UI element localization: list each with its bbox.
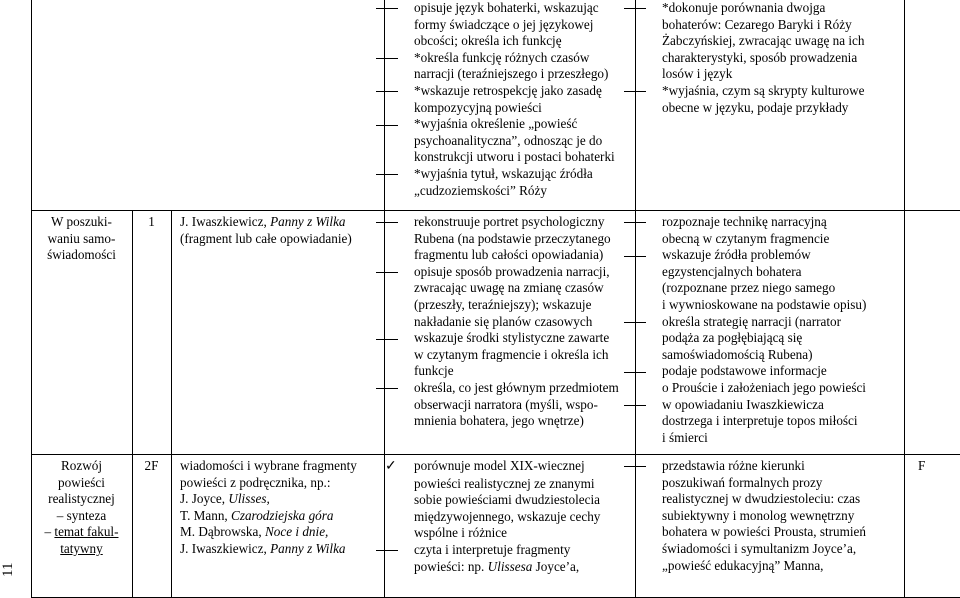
dash-bullet-icon [376,339,398,340]
list-item-text: *dokonuje porównania dwojga [662,0,826,15]
list-item-continuation [662,50,902,67]
dash-bullet-icon [376,8,398,9]
list-item-text: samoświadomością Rubena) [662,346,813,362]
reading-title: Ulisses, [228,491,270,507]
list-item-text: nakładanie się planów czasowych [414,313,593,329]
list-item-text: kompozycyjną powieści [414,99,542,115]
list-item-text: opisuje sposób prowadzenia narracji, [414,263,610,279]
row1-topic-line: W poszuki- [51,214,112,229]
dash-bullet-icon [624,322,646,323]
list-item-continuation [414,133,632,150]
dash-bullet-icon [624,91,646,92]
list-item-text: świadomości i symultanizm Joyce’a, [662,540,857,556]
reading-text: J. Iwaszkiewicz, [180,540,271,556]
list-item-text: „cudzoziemskości” Róży [414,182,547,198]
list-item-text: Rubena (na podstawie przeczytanego [414,230,611,246]
list-item [414,380,632,397]
list-item-continuation [414,492,632,509]
row1-topic-line: świadomości [47,247,116,263]
table-divider-4 [635,0,636,598]
list-item-text: podaje podstawowe informacje [662,363,827,379]
list-item-continuation [662,491,902,508]
row1-readings [180,214,384,247]
list-item [662,458,902,475]
list-item-continuation [414,149,632,166]
list-item-text: zwracając uwagę na zmianę czasów [414,280,604,296]
row2-hours: 2F [144,458,159,473]
list-item-text: formy świadczące o jej językowej [414,16,594,32]
reading-line [180,458,384,475]
list-item-text: rekonstruuje portret psychologiczny [414,214,605,229]
row2-requirements-basic [385,458,632,575]
list-item-continuation [662,330,902,347]
list-item-continuation [662,264,902,281]
list-item-text: *wyjaśnia tytuł, wskazując źródła [414,165,593,181]
list-item-continuation [414,314,632,331]
list-item-continuation [662,524,902,541]
list-item-continuation [662,541,902,558]
reading-text: wiadomości i wybrane fragmenty [180,458,357,473]
dash-bullet-icon [624,405,646,406]
row2-topic-synteza: synteza [66,507,107,523]
list-item [414,542,632,559]
reading-line [180,231,384,248]
list-item-text: konstrukcji utworu i postaci bohaterki [414,149,615,165]
list-item-text: powieści realistycznej ze znanymi [414,475,595,491]
list-item-continuation [662,430,902,447]
list-item-text: funkcje [414,363,454,379]
row2-topic-dash-line: – synteza [56,507,107,523]
list-item [662,247,902,264]
list-item [662,83,902,100]
list-item-continuation [414,363,632,380]
dash-bullet-icon [624,466,646,467]
dash-bullet-icon [624,256,646,257]
row2-topic-optional: temat fakul- [54,524,119,540]
row2-level: F [918,458,926,473]
list-item-continuation [662,347,902,364]
list-item-continuation [662,100,902,117]
list-item-text: opisuje język bohaterki, wskazując [414,0,599,15]
list-item-continuation [662,413,902,430]
reading-line [180,214,384,231]
dash-bullet-icon [376,388,398,389]
reading-text: M. Dąbrowska, [180,524,265,540]
list-item-continuation [414,525,632,542]
reading-line [180,491,384,508]
list-item-text: realistycznej w dwudziestoleciu: czas [662,491,861,507]
list-item-continuation [414,231,632,248]
list-item-continuation [414,247,632,264]
list-item-continuation [662,475,902,492]
list-item-continuation [414,559,632,576]
row1-topic-line: waniu samo- [47,230,116,246]
list-item-text: Żabczyńskiej, zwracając uwagę na ich [662,33,865,49]
list-item-text: w opowiadaniu Iwaszkiewicza [662,396,824,412]
checkmark-icon: ✓ [385,459,397,474]
list-item-continuation [662,297,902,314]
list-item [414,50,632,67]
list-item-text: fragmentu lub całości opowiadania) [414,247,604,263]
row1-hours: 1 [148,214,155,229]
list-item-text: i śmierci [662,429,708,445]
reading-text: J. Joyce, [180,491,229,507]
list-item-continuation [414,413,632,430]
list-item [414,264,632,281]
list-item-text: sobie powieściami dwudziestolecia [414,492,601,508]
list-item [662,314,902,331]
list-item-continuation [662,66,902,83]
reading-text: T. Mann, [180,507,232,523]
row2-topic-line: Rozwój [60,458,103,473]
list-item-text: wskazuje środki stylistyczne zawarte [414,330,610,346]
list-item-continuation [414,183,632,200]
list-item-text: wskazuje źródła problemów [662,247,811,263]
list-item-text: „powieść edukacyjną” Manna, [662,557,824,573]
list-item-text: obecną w czytanym fragmencie [662,230,830,246]
list-item-text: rozpoznaje technikę narracyjną [662,214,827,229]
list-item-continuation [414,66,632,83]
list-item-text: bohaterów: Cezarego Baryki i Róży [662,16,852,32]
list-item [414,330,632,347]
list-item-text: wspólne i różnice [414,525,508,541]
list-item-text: obcości; określa ich funkcję [414,33,562,49]
list-item-continuation [662,558,902,575]
reading-title: Noce i dnie, [264,524,329,540]
list-item-continuation [662,380,902,397]
list-item-continuation [662,280,902,297]
dash-bullet-icon [376,272,398,273]
list-item-text: (rozpoznane przez niego samego [662,280,836,296]
list-item-text: obecne w języku, podaje przykłady [662,99,849,115]
list-item-continuation [414,509,632,526]
list-item-text: porównuje model XIX-wiecznej [414,458,585,473]
reading-title: Czarodziejska góra [231,507,334,523]
top-row-requirements-basic [414,0,632,199]
list-item [414,166,632,183]
list-item-text: dostrzega i interpretuje topos miłości [662,413,858,429]
row2-requirements-extended [662,458,902,574]
list-item-continuation [414,347,632,364]
list-item [662,214,902,231]
list-item-text: określa strategię narracji (narrator [662,313,842,329]
reading-title: Panny z Wilka [270,214,346,229]
row2-topic-optional-cont: tatywny [60,540,103,556]
list-item [662,363,902,380]
dash-bullet-icon [376,58,398,59]
list-item [414,83,632,100]
list-item-text: *określa funkcję różnych czasów [414,49,590,65]
table-row-border-1 [31,210,960,211]
list-item-text: psychoanalityczna”, odnosząc je do [414,132,603,148]
list-item-continuation [662,17,902,34]
list-item-continuation [414,33,632,50]
table-divider-5 [904,0,905,598]
list-item-text: (przeszły, teraźniejszy); wskazuje [414,296,592,312]
list-item-text: *wskazuje retrospekcję jako zasadę [414,82,602,98]
reading-text: (fragment lub całe opowiadanie) [180,230,352,246]
table-divider-1 [132,210,133,598]
dash-bullet-icon [376,222,398,223]
reading-line [180,508,384,525]
list-item-text: podąża za pogłębiającą się [662,330,803,346]
list-item-text: poszukiwań formalnych prozy [662,474,823,490]
list-item [662,397,902,414]
list-item-continuation [662,33,902,50]
dash-bullet-icon [376,174,398,175]
row1-requirements-basic [414,214,632,430]
list-item [414,116,632,133]
reading-text: J. Iwaszkiewicz, [180,214,271,229]
list-item [414,0,632,17]
table-row-border-2 [31,454,960,455]
list-item-text: mnienia bohatera, jego wnętrze) [414,413,584,429]
list-item-text: losów i język [662,66,733,82]
list-item-continuation [414,397,632,414]
dash-bullet-icon [624,222,646,223]
list-item-text: międzywojennego, wskazuje cechy [414,508,601,524]
list-item [385,458,632,476]
list-item-text: o Prouście i założeniach jego powieści [662,379,866,395]
list-item-text: określa, co jest głównym przedmiotem [414,379,619,395]
list-item [662,0,902,17]
reading-text: powieści z podręcznika, np.: [180,474,331,490]
reading-line [180,475,384,492]
list-item-text: w czytanym fragmencie i określa ich [414,346,609,362]
list-item-text: i wywnioskowane na podstawie opisu) [662,296,867,312]
list-item-text: bohatera w powieści Prousta, strumień [662,524,866,540]
reading-line [180,541,384,558]
list-item-text: przedstawia różne kierunki [662,458,805,473]
row2-topic-dash-line: – temat fakul- [44,524,119,540]
list-item-continuation [414,297,632,314]
list-item-text-tail: Joyce’a, [532,558,580,574]
list-item-text: czyta i interpretuje fragmenty [414,541,571,557]
row1-requirements-extended [662,214,902,446]
dash-bullet-icon [376,125,398,126]
row2-topic-line: powieści [58,474,105,490]
list-item-text: *wyjaśnia, czym są skrypty kulturowe [662,82,865,98]
list-item [414,214,632,231]
dash-bullet-icon [376,91,398,92]
list-item-continuation [662,508,902,525]
row2-topic-line: realistycznej [48,491,115,507]
list-item-text: obserwacji narratora (myśli, wspo- [414,396,598,412]
dash-bullet-icon [376,550,398,551]
row2-readings [180,458,384,558]
list-item-italic-text: Ulissesa [487,558,533,574]
list-item-continuation [414,17,632,34]
table-divider-3 [384,0,385,598]
list-item-text: subiektywny i monolog wewnętrzny [662,507,855,523]
list-item-text: egzystencjalnych bohatera [662,263,802,279]
dash-bullet-icon [624,372,646,373]
top-row-requirements-extended [662,0,902,116]
row2-topic [32,458,131,558]
reading-title: Panny z Wilka [270,540,346,556]
page-number: 11 [0,562,16,578]
dash-bullet-icon [624,8,646,9]
row1-topic [32,214,131,264]
list-item-continuation [414,280,632,297]
table-divider-2 [171,210,172,598]
list-item-continuation [414,476,632,493]
list-item-continuation [414,100,632,117]
list-item-text: charakterystyki, sposób prowadzenia [662,49,858,65]
list-item-continuation [662,231,902,248]
list-item-text: powieści: np. [414,558,488,574]
list-item-text: narracji (teraźniejszego i przeszłego) [414,66,609,82]
list-item-text: *wyjaśnia określenie „powieść [414,116,578,132]
reading-line [180,524,384,541]
